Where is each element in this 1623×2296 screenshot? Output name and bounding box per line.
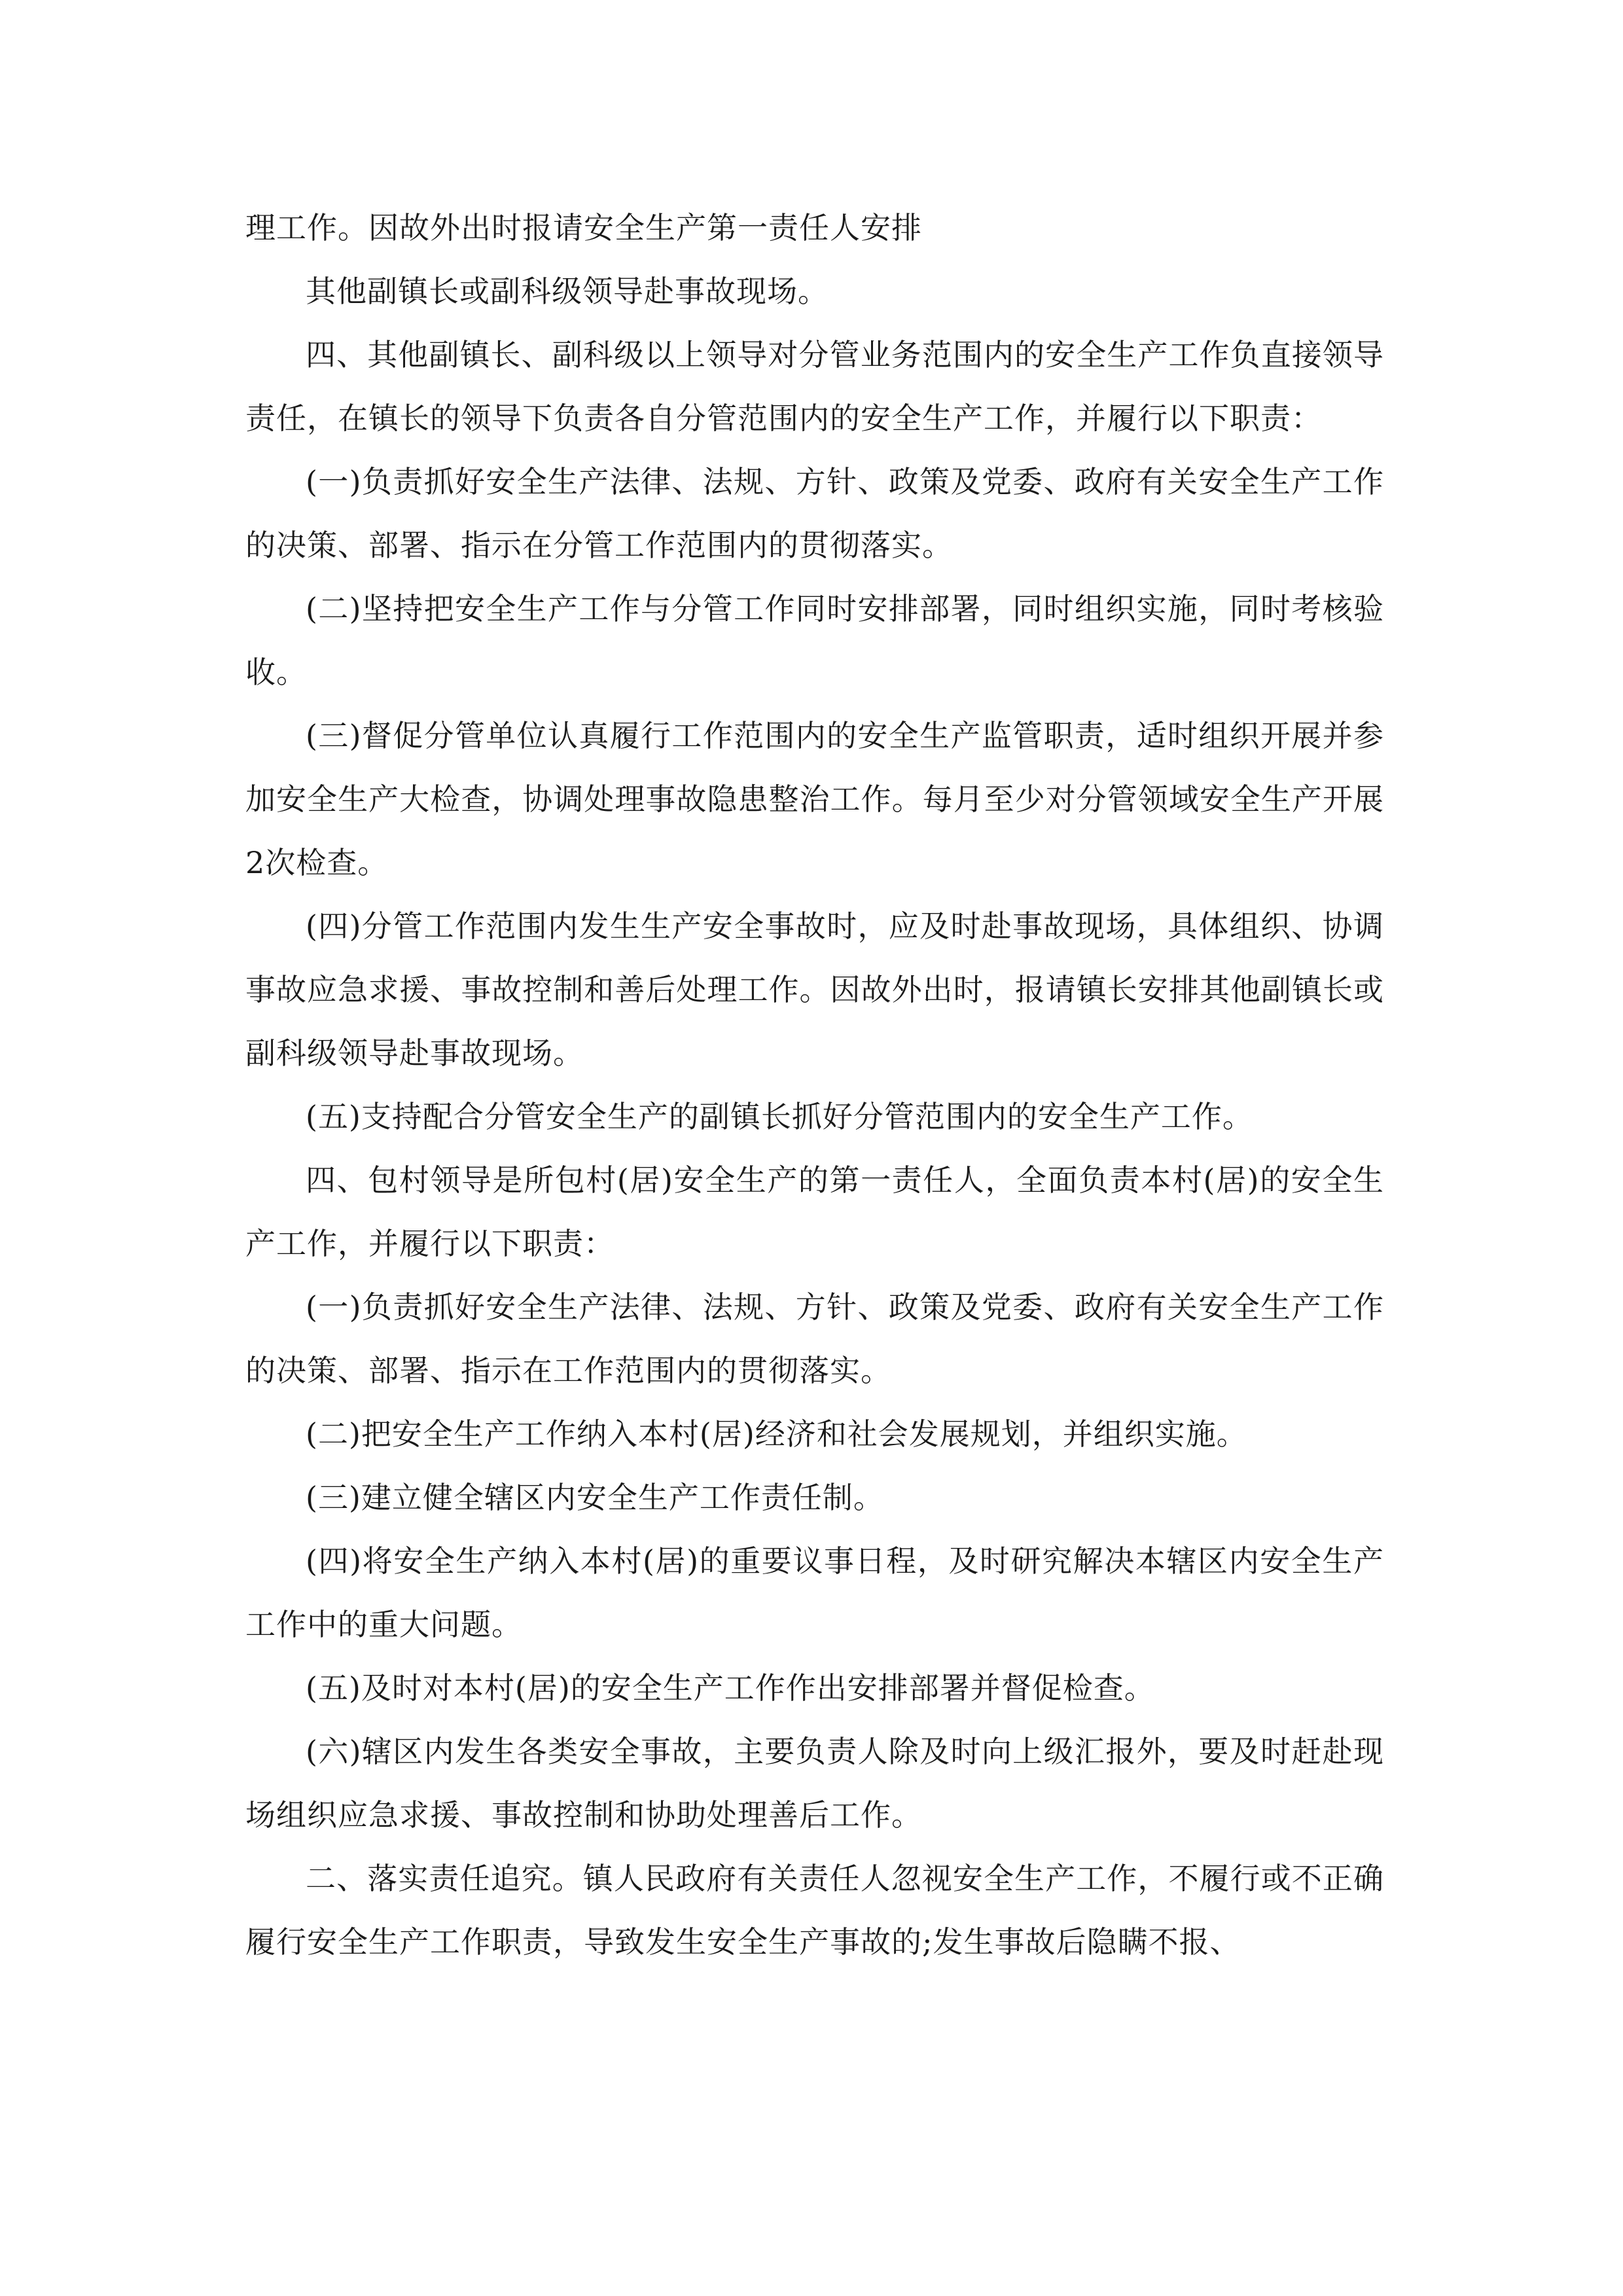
paragraph-10: (一)负责抓好安全生产法律、法规、方针、政策及党委、政府有关安全生产工作的决策、部署、指示在工作范围内的贯彻落实。: [245, 1289, 1384, 1388]
paragraph-1: 理工作。因故外出时报请安全生产第一责任人安排: [245, 210, 922, 245]
paragraph-3: 四、其他副镇长、副科级以上领导对分管业务范围内的安全生产工作负直接领导责任，在镇长的领导下负责各自分管范围内的安全生产工作，并履行以下职责：: [245, 337, 1384, 436]
paragraph-8: (五)支持配合分管安全生产的副镇长抓好分管范围内的安全生产工作。: [306, 1099, 1253, 1134]
paragraph-12: (三)建立健全辖区内安全生产工作责任制。: [306, 1480, 884, 1515]
paragraph-6: (三)督促分管单位认真履行工作范围内的安全生产监管职责，适时组织开展并参加安全生产大检查，协调处理事故隐患整治工作。每月至少对分管领域安全生产开展2次检查。: [245, 718, 1384, 880]
paragraph-4: (一)负责抓好安全生产法律、法规、方针、政策及党委、政府有关安全生产工作的决策、部署、指示在分管工作范围内的贯彻落实。: [245, 464, 1384, 563]
document-body: [245, 196, 1384, 1974]
paragraph-13: (四)将安全生产纳入本村(居)的重要议事日程，及时研究解决本辖区内安全生产工作中的重大问题。: [245, 1543, 1384, 1642]
paragraph-7: (四)分管工作范围内发生生产安全事故时，应及时赴事故现场，具体组织、协调事故应急求援、事故控制和善后处理工作。因故外出时，报请镇长安排其他副镇长或副科级领导赴事故现场。: [245, 908, 1384, 1071]
paragraph-2: 其他副镇长或副科级领导赴事故现场。: [306, 274, 829, 309]
paragraph-16: 二、落实责任追究。镇人民政府有关责任人忽视安全生产工作，不履行或不正确履行安全生产工作职责，导致发生安全生产事故的;发生事故后隐瞒不报、: [245, 1861, 1384, 1960]
paragraph-14: (五)及时对本村(居)的安全生产工作作出安排部署并督促检查。: [306, 1670, 1155, 1706]
paragraph-5: (二)坚持把安全生产工作与分管工作同时安排部署，同时组织实施，同时考核验收。: [245, 591, 1384, 690]
paragraph-15: (六)辖区内发生各类安全事故，主要负责人除及时向上级汇报外，要及时赶赴现场组织应急求援、事故控制和协助处理善后工作。: [245, 1734, 1384, 1833]
paragraph-9: 四、包村领导是所包村(居)安全生产的第一责任人，全面负责本村(居)的安全生产工作，并履行以下职责：: [245, 1162, 1384, 1261]
paragraph-11: (二)把安全生产工作纳入本村(居)经济和社会发展规划，并组织实施。: [306, 1416, 1247, 1452]
